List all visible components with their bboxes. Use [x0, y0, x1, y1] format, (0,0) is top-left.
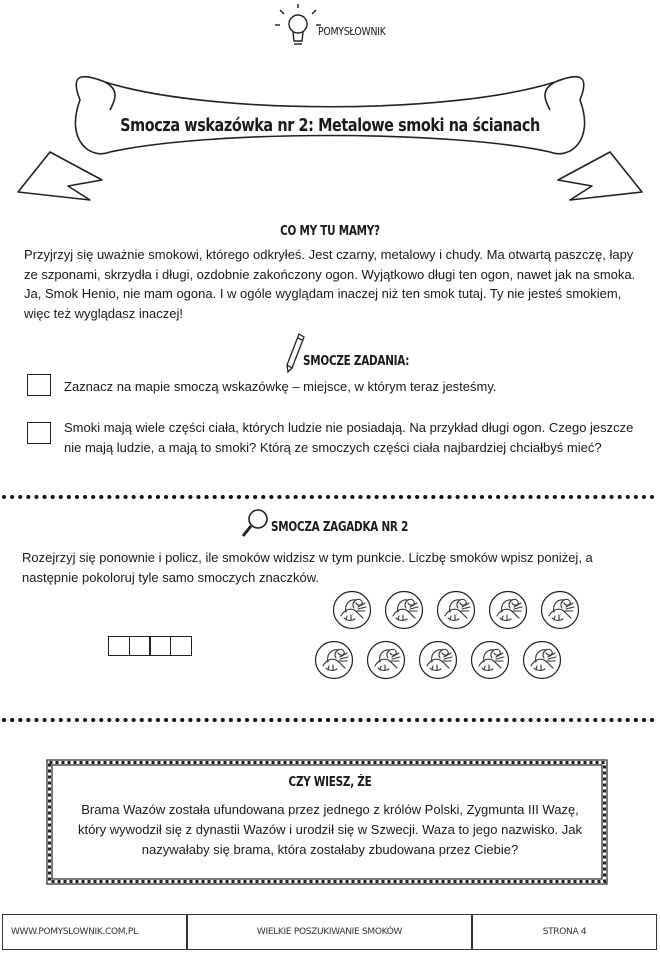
footer-website[interactable]: WWW.POMYSLOWNIK.COM.PL [11, 927, 138, 937]
answer-digit-box[interactable] [170, 636, 192, 656]
dragon-badge[interactable] [522, 640, 562, 680]
task-checkbox-2[interactable] [27, 422, 51, 444]
task-text-2: Smoki mają wiele części ciała, których ludzie nie posiadają. Na przykład długi ogon. Czego jeszcze nie mają ludzie, a mają to smoki? Którą ze smoczych części ciała najbardziej chciałbyś mieć? [64, 420, 634, 455]
fact-heading: CZY WIESZ, ŻE [288, 775, 372, 790]
footer-title: WIELKIE POSZUKIWANIE SMOKÓW [256, 927, 403, 937]
fact-text: Brama Wazów została ufundowana przez jednego z królów Polski, Zygmunta III Wazę, który wywodził się z dynastii Wazów i urodził się w Szwecji. Waza to jego nazwisko. Jak nazywałaby się brama, która zostałaby zbudowana przez Ciebie? [77, 802, 583, 857]
answer-boxes [108, 636, 190, 656]
dragon-badge[interactable] [384, 590, 424, 630]
dragon-badge[interactable] [366, 640, 406, 680]
riddle-heading: SMOCZA ZAGADKA NR 2 [271, 520, 409, 535]
answer-digit-box[interactable] [129, 636, 151, 656]
page-title: Smocza wskazówka nr 2: Metalowe smoki na ścianach [120, 115, 540, 136]
tasks-heading: SMOCZE ZADANIA: [303, 354, 410, 369]
pencil-icon [285, 332, 305, 374]
dotted-divider [0, 717, 660, 723]
brand-logo [0, 0, 660, 60]
intro-text: Przyjrzyj się uważnie smokowi, którego odkryłeś. Jest czarny, metalowy i chudy. Ma otwartą paszczę, łapy ze szponami, skrzydła i długi, ozdobnie zakończony ogon. Wyjątkowo długi ten ogon, nawet jak na smoka. Ja, Smok Henio, nie mam ogona. I w ogóle wyglądam inaczej niż ten smok tutaj. Ty nie jesteś smokiem, więc też wyglądasz inaczej! [24, 247, 636, 321]
magnifier-icon [240, 507, 270, 539]
brand-name: POMYSŁOWNIK [318, 25, 386, 38]
task-checkbox-1[interactable] [27, 374, 51, 396]
answer-digit-box[interactable] [108, 636, 130, 656]
dragon-badge[interactable] [540, 590, 580, 630]
task-text-1: Zaznacz na mapie smoczą wskazówkę – miejsce, w którym teraz jesteśmy. [64, 379, 497, 394]
dragon-badge[interactable] [314, 640, 354, 680]
dragon-badges [330, 590, 590, 690]
footer [2, 914, 657, 950]
lightbulb-icon [275, 4, 321, 44]
dragon-badge[interactable] [436, 590, 476, 630]
dragon-badge[interactable] [332, 590, 372, 630]
dragon-badge[interactable] [488, 590, 528, 630]
dotted-divider [0, 494, 660, 500]
footer-page-number: STRONA 4 [542, 927, 587, 937]
dragon-badge[interactable] [418, 640, 458, 680]
riddle-text: Rozejrzyj się ponownie i policz, ile smoków widzisz w tym punkcie. Liczbę smoków wpisz poniżej, a następnie pokoloruj tyle samo smoczych znaczków. [22, 550, 593, 585]
answer-digit-box[interactable] [149, 636, 171, 656]
intro-heading: CO MY TU MAMY? [280, 224, 380, 239]
dragon-badge[interactable] [470, 640, 510, 680]
